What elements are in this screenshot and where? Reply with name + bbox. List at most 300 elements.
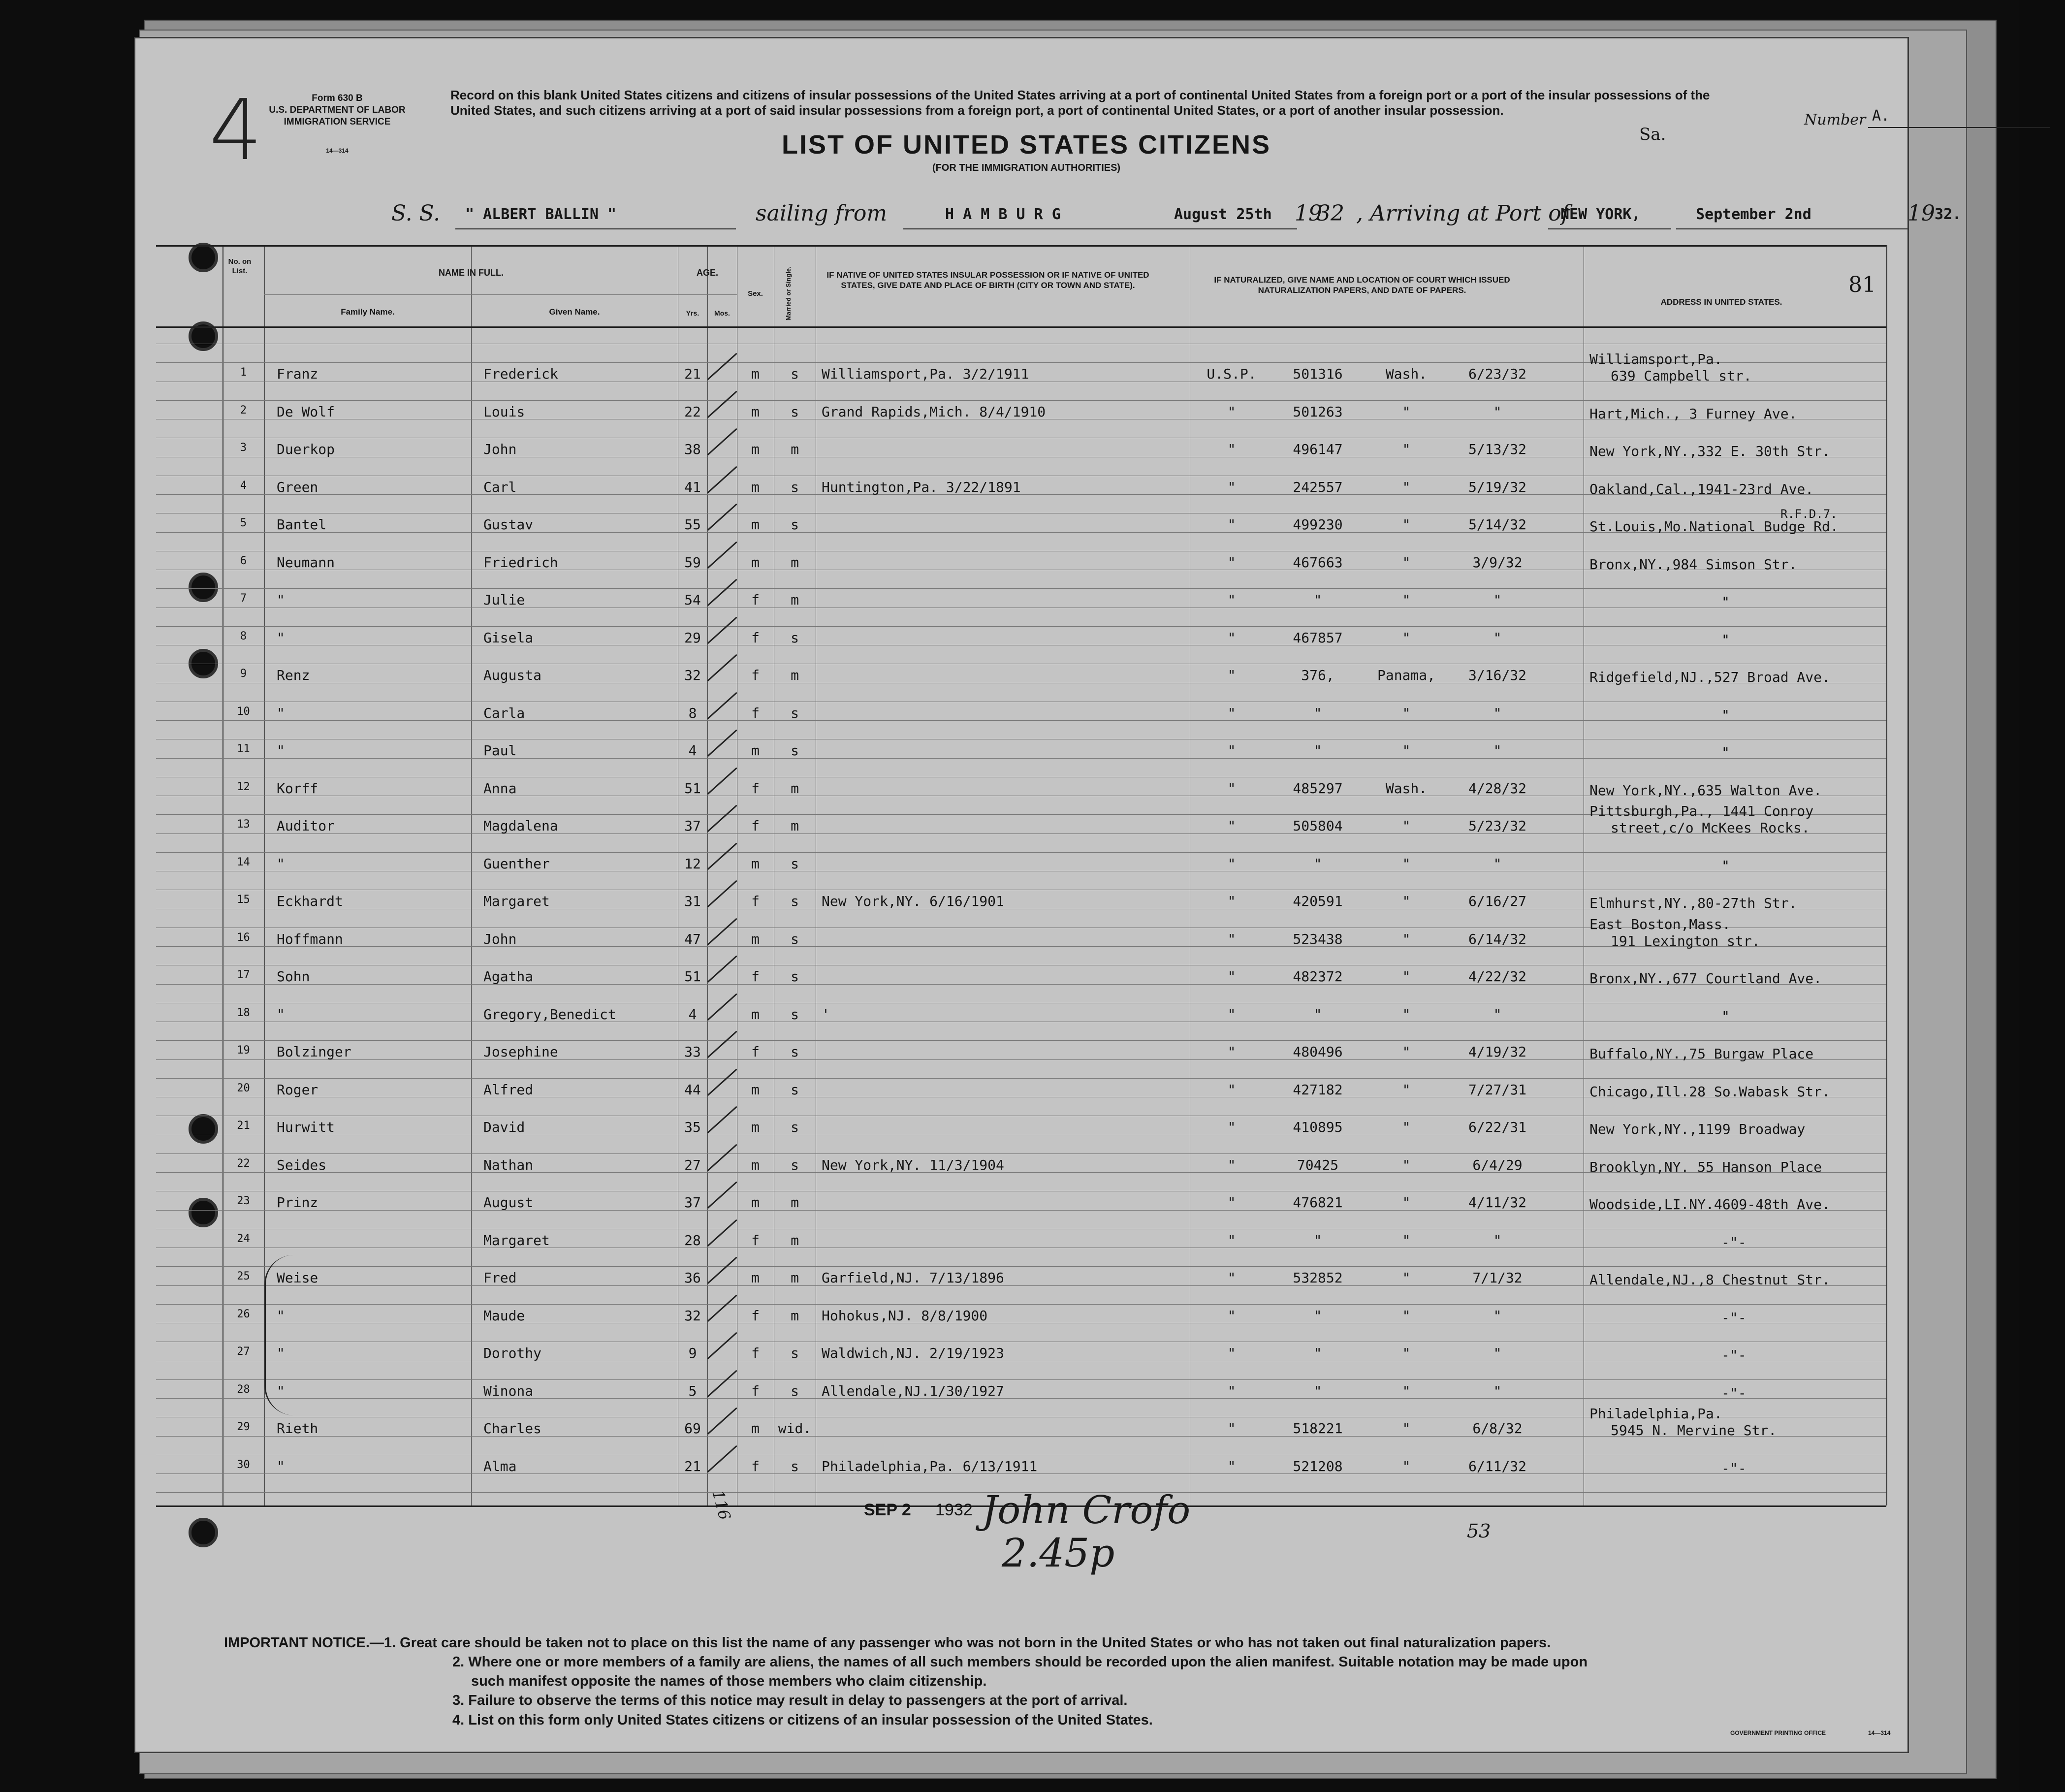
number-underline: [1868, 127, 2050, 128]
cell-nat-loc: ": [1402, 592, 1411, 608]
cell-ms: s: [791, 1458, 799, 1474]
page-subtitle: (FOR THE IMMIGRATION AUTHORITIES): [932, 162, 1121, 173]
cell-no: 22: [237, 1157, 250, 1170]
cell-family: Renz: [277, 667, 310, 683]
departure-year: 32: [1317, 201, 1344, 226]
cell-nat-court: ": [1227, 516, 1236, 533]
cell-age: 35: [684, 1119, 701, 1135]
cell-age: 38: [684, 441, 701, 457]
cell-sex: m: [751, 1156, 760, 1173]
cell-nat-loc: ": [1402, 1194, 1411, 1211]
check-stroke: [707, 956, 737, 983]
cell-sex: f: [751, 1458, 760, 1474]
manifest-sheet: [134, 37, 1962, 1753]
arrival-port-underline: [1548, 228, 1671, 229]
cell-nat-loc: ": [1402, 1119, 1411, 1135]
inspector-signature: John Crofo: [982, 1488, 1191, 1533]
check-stroke: [707, 918, 737, 945]
cell-sex: m: [751, 441, 760, 457]
cell-age: 8: [688, 704, 697, 721]
cell-nat-court: ": [1227, 629, 1236, 646]
cell-no: 10: [237, 705, 250, 718]
cell-family: ": [277, 1382, 285, 1399]
cell-address-line2: -"-: [1721, 1347, 1747, 1363]
notice-item: such manifest opposite the names of those members who claim citizenship.: [471, 1673, 987, 1690]
check-stroke: [707, 1144, 737, 1171]
family-bracket: [264, 1255, 295, 1415]
cell-nat-court: ": [1227, 1044, 1236, 1060]
cell-nat-date: 6/4/29: [1472, 1156, 1523, 1173]
cell-nat-loc: ": [1402, 930, 1411, 947]
cell-nat-date: 6/16/27: [1468, 893, 1526, 909]
cell-no: 15: [237, 894, 250, 906]
cell-no: 8: [240, 630, 247, 642]
handwritten-mark: 4: [209, 82, 263, 179]
departure-port: H A M B U R G: [945, 206, 1061, 223]
cell-nat-loc: ": [1402, 441, 1411, 457]
check-stroke: [707, 1332, 737, 1360]
cell-nat-court: ": [1227, 818, 1236, 834]
cell-nat-court: ": [1227, 1156, 1236, 1173]
header-address: ADDRESS IN UNITED STATES.: [1660, 297, 1782, 307]
cell-family: ": [277, 1006, 285, 1023]
cell-no: 27: [237, 1345, 250, 1358]
cell-address-line1: Philadelphia,Pa.: [1589, 1406, 1722, 1422]
cell-address-line2: Buffalo,NY.,75 Burgaw Place: [1589, 1046, 1814, 1062]
cell-no: 30: [237, 1458, 250, 1471]
ss-label: S. S.: [391, 201, 441, 226]
check-stroke: [707, 1257, 737, 1284]
cell-no: 24: [237, 1232, 250, 1245]
cell-nat-no: ": [1313, 704, 1322, 721]
cell-nat-loc: ": [1402, 818, 1411, 834]
cell-ms: s: [791, 1044, 799, 1060]
cell-address-line2: 639 Campbell str.: [1611, 368, 1752, 384]
cell-ms: m: [791, 818, 799, 834]
cell-family: ": [277, 742, 285, 759]
cell-ms: m: [791, 441, 799, 457]
cell-ms: s: [791, 1081, 799, 1098]
cell-address-line2: ": [1721, 857, 1730, 874]
cell-no: 26: [237, 1308, 250, 1320]
cell-nat-no: 482372: [1293, 968, 1343, 985]
header-bottom-rule: [156, 326, 1886, 328]
cell-address-line2: Allendale,NJ.,8 Chestnut Str.: [1589, 1272, 1830, 1288]
cell-family: Auditor: [277, 818, 335, 834]
cell-sex: f: [751, 968, 760, 985]
cell-age: 36: [684, 1270, 701, 1286]
cell-sex: f: [751, 1345, 760, 1361]
cell-nat-date: 7/27/31: [1468, 1081, 1526, 1098]
cell-birth: New York,NY. 6/16/1901: [822, 893, 1004, 909]
cell-family: Bolzinger: [277, 1044, 351, 1060]
cell-nat-no: ": [1313, 742, 1322, 759]
cell-family: ": [277, 855, 285, 872]
cell-birth: Allendale,NJ.1/30/1927: [822, 1382, 1004, 1399]
arrival-year: 32.: [1935, 206, 1962, 223]
check-stroke: [707, 1294, 737, 1322]
check-stroke: [707, 1182, 737, 1209]
cell-nat-no: 499230: [1293, 516, 1343, 533]
cell-nat-court: ": [1227, 1382, 1236, 1399]
cell-nat-court: ": [1227, 441, 1236, 457]
cell-ms: wid.: [778, 1420, 812, 1437]
cell-nat-court: ": [1227, 1345, 1236, 1361]
cell-no: 12: [237, 780, 250, 793]
cell-address-line1: Williamsport,Pa.: [1589, 351, 1722, 367]
cell-no: 2: [240, 404, 247, 416]
header-given-name: Given Name.: [549, 307, 600, 317]
cell-sex: f: [751, 667, 760, 683]
cell-age: 21: [684, 366, 701, 382]
check-stroke: [707, 353, 737, 381]
check-stroke: [707, 466, 737, 493]
cell-nat-date: 6/23/32: [1468, 366, 1526, 382]
cell-given: Charles: [483, 1420, 542, 1437]
cell-sex: f: [751, 704, 760, 721]
notice-item: 3. Failure to observe the terms of this notice may result in delay to passengers at the port of arrival.: [452, 1693, 1128, 1709]
cell-no: 17: [237, 969, 250, 981]
cell-nat-date: 5/14/32: [1468, 516, 1526, 533]
cell-ms: m: [791, 1194, 799, 1211]
cell-family: Sohn: [277, 968, 310, 985]
cell-sex: m: [751, 1119, 760, 1135]
cell-ms: s: [791, 1345, 799, 1361]
cell-nat-loc: Panama,: [1377, 667, 1435, 683]
cell-age: 33: [684, 1044, 701, 1060]
check-stroke: [707, 1370, 737, 1397]
check-stroke: [707, 579, 737, 607]
cell-nat-no: 501316: [1293, 366, 1343, 382]
cell-sex: f: [751, 1232, 760, 1248]
cell-given: Friedrich: [483, 554, 558, 571]
cell-no: 6: [240, 554, 247, 567]
ruled-line: [156, 1379, 1886, 1380]
handwritten-time: 2.45p: [1002, 1530, 1115, 1576]
cell-nat-date: 3/9/32: [1472, 554, 1523, 571]
cell-ms: m: [791, 1232, 799, 1248]
cell-ms: s: [791, 479, 799, 495]
cell-sex: f: [751, 1307, 760, 1324]
cell-nat-court: ": [1227, 667, 1236, 683]
notice-item: 1. Great care should be taken not to place on this list the name of any passenger who was not born in the United States or who has not taken out final naturalization papers.: [383, 1635, 1551, 1651]
cell-ms: m: [791, 1270, 799, 1286]
cell-sex: f: [751, 893, 760, 909]
cell-sex: f: [751, 1382, 760, 1399]
cell-age: 51: [684, 780, 701, 797]
cell-age: 32: [684, 667, 701, 683]
form-number: Form 630 B: [312, 93, 363, 103]
cell-birth: Waldwich,NJ. 2/19/1923: [822, 1345, 1004, 1361]
check-stroke: [707, 541, 737, 569]
cell-nat-loc: ": [1402, 1156, 1411, 1173]
ruled-line: [156, 1304, 1886, 1305]
cell-nat-no: 496147: [1293, 441, 1343, 457]
cell-nat-court: ": [1227, 968, 1236, 985]
cell-nat-loc: ": [1402, 1081, 1411, 1098]
column-rule: [1886, 245, 1887, 1505]
header-age: AGE.: [696, 268, 718, 278]
check-stroke: [707, 428, 737, 456]
cell-nat-date: 4/28/32: [1468, 780, 1526, 797]
cell-age: 37: [684, 1194, 701, 1211]
cell-given: Dorothy: [483, 1345, 542, 1361]
cell-nat-court: ": [1227, 1270, 1236, 1286]
cell-given: Anna: [483, 780, 517, 797]
cell-no: 9: [240, 668, 247, 680]
cell-given: August: [483, 1194, 534, 1211]
cell-no: 7: [240, 592, 247, 605]
ruled-line: [156, 1153, 1886, 1154]
cell-nat-loc: ": [1402, 554, 1411, 571]
check-stroke: [707, 1445, 737, 1472]
cell-birth: Williamsport,Pa. 3/2/1911: [822, 366, 1029, 382]
cell-age: 37: [684, 818, 701, 834]
check-stroke: [707, 805, 737, 832]
cell-age: 5: [688, 1382, 697, 1399]
cell-nat-court: ": [1227, 704, 1236, 721]
cell-ms: m: [791, 554, 799, 571]
cell-sex: f: [751, 780, 760, 797]
cell-nat-date: 6/8/32: [1472, 1420, 1523, 1437]
cell-given: Margaret: [483, 893, 550, 909]
cell-family: Green: [277, 479, 318, 495]
cell-nat-no: ": [1313, 1307, 1322, 1324]
ruled-line: [156, 400, 1886, 401]
cell-given: Winona: [483, 1382, 534, 1399]
form-instructions: Record on this blank United States citizens and citizens of insular possessions of the United States arriving at a port of continental United States from a foreign port or a port of the insular possessions of the United States, and such citizens arriving at a port of said insular possessions from a foreign port, a port of continental United States, or a port of another insular possession.: [450, 88, 1710, 118]
cell-address-line2: Hart,Mich., 3 Furney Ave.: [1589, 405, 1797, 422]
cell-given: Josephine: [483, 1044, 558, 1060]
cell-no: 23: [237, 1195, 250, 1207]
cell-age: 21: [684, 1458, 701, 1474]
cell-address-line2: -"-: [1721, 1234, 1747, 1250]
cell-nat-date: ": [1493, 742, 1502, 759]
cell-no: 21: [237, 1120, 250, 1132]
cell-family: ": [277, 592, 285, 608]
cell-nat-loc: ": [1402, 1458, 1411, 1474]
cell-address-line2: New York,NY.,635 Walton Ave.: [1589, 782, 1822, 799]
check-stroke: [707, 692, 737, 719]
cell-address-line2: Brooklyn,NY. 55 Hanson Place: [1589, 1158, 1822, 1175]
cell-address-line2: ": [1721, 706, 1730, 723]
cell-given: Nathan: [483, 1156, 534, 1173]
cell-family: Duerkop: [277, 441, 335, 457]
cell-nat-court: ": [1227, 1307, 1236, 1324]
cell-given: David: [483, 1119, 525, 1135]
cell-family: Seides: [277, 1156, 327, 1173]
cell-nat-no: 242557: [1293, 479, 1343, 495]
cell-nat-court: ": [1227, 1119, 1236, 1135]
ruled-line: [156, 1266, 1886, 1267]
header-sex: Sex.: [748, 289, 763, 298]
cell-given: Alfred: [483, 1081, 534, 1098]
ruled-line: [156, 1040, 1886, 1041]
cell-given: Gregory,Benedict: [483, 1006, 616, 1023]
cell-given: Maude: [483, 1307, 525, 1324]
cell-given: Fred: [483, 1270, 517, 1286]
cell-age: 29: [684, 629, 701, 646]
cell-no: 13: [237, 818, 250, 831]
cell-nat-loc: ": [1402, 1270, 1411, 1286]
cell-nat-date: 6/14/32: [1468, 930, 1526, 947]
cell-sex: m: [751, 930, 760, 947]
column-rule: [707, 245, 708, 1505]
cell-nat-no: 518221: [1293, 1420, 1343, 1437]
cell-no: 3: [240, 442, 247, 454]
cell-nat-no: 532852: [1293, 1270, 1343, 1286]
cell-nat-no: 410895: [1293, 1119, 1343, 1135]
cell-nat-court: ": [1227, 855, 1236, 872]
arrival-date: September 2nd: [1696, 206, 1811, 223]
cell-family: Neumann: [277, 554, 335, 571]
cell-no: 25: [237, 1270, 250, 1282]
cell-family: Korff: [277, 780, 318, 797]
cell-family: ": [277, 629, 285, 646]
cell-nat-date: 5/19/32: [1468, 479, 1526, 495]
cell-nat-no: 480496: [1293, 1044, 1343, 1060]
cell-nat-no: ": [1313, 1232, 1322, 1248]
cell-no: 4: [240, 479, 247, 492]
cell-nat-no: ": [1313, 1006, 1322, 1023]
number-value: A.: [1872, 107, 1890, 125]
cell-birth: Grand Rapids,Mich. 8/4/1910: [822, 403, 1046, 420]
cell-sex: m: [751, 554, 760, 571]
cell-nat-loc: ": [1402, 742, 1411, 759]
cell-sex: m: [751, 855, 760, 872]
cell-nat-court: ": [1227, 742, 1236, 759]
cell-address-line2: -"-: [1721, 1384, 1747, 1401]
voyage-line: [391, 201, 2065, 235]
cell-family: Hoffmann: [277, 930, 343, 947]
check-stroke: [707, 842, 737, 870]
cell-address-line2: Ridgefield,NJ.,527 Broad Ave.: [1589, 669, 1830, 685]
cell-nat-date: ": [1493, 1382, 1502, 1399]
cell-age: 69: [684, 1420, 701, 1437]
column-rule: [471, 245, 472, 1505]
date-stamp-year: 1932: [935, 1501, 973, 1519]
table-top-rule: [156, 245, 1886, 247]
cell-age: 41: [684, 479, 701, 495]
cell-nat-no: 523438: [1293, 930, 1343, 947]
number-label: Number: [1804, 111, 1866, 128]
cell-nat-no: 467663: [1293, 554, 1343, 571]
cell-ms: s: [791, 366, 799, 382]
cell-nat-court: ": [1227, 780, 1236, 797]
cell-age: 51: [684, 968, 701, 985]
cell-age: 4: [688, 1006, 697, 1023]
cell-address-line2: St.Louis,Mo.National Budge Rd.: [1589, 518, 1839, 535]
cell-nat-date: ": [1493, 1345, 1502, 1361]
cell-age: 12: [684, 855, 701, 872]
header-no: No. on List.: [228, 257, 252, 275]
check-stroke: [707, 1408, 737, 1435]
cell-nat-loc: ": [1402, 704, 1411, 721]
cell-age: 54: [684, 592, 701, 608]
cell-ms: s: [791, 1006, 799, 1023]
header-married-single: Married or Single.: [784, 266, 792, 321]
cell-nat-no: ": [1313, 1382, 1322, 1399]
cell-nat-loc: ": [1402, 855, 1411, 872]
cell-given: Alma: [483, 1458, 517, 1474]
cell-given: Gisela: [483, 629, 534, 646]
arrival-date-underline: [1676, 228, 1907, 229]
cell-given: Augusta: [483, 667, 542, 683]
cell-address-line2: ": [1721, 1008, 1730, 1024]
cell-nat-date: 4/11/32: [1468, 1194, 1526, 1211]
cell-nat-date: 3/16/32: [1468, 667, 1526, 683]
cell-address-line1: R.F.D.7.: [1780, 507, 1838, 521]
cell-birth: Philadelphia,Pa. 6/13/1911: [822, 1458, 1038, 1474]
check-stroke: [707, 504, 737, 531]
cell-ms: s: [791, 1119, 799, 1135]
cell-family: ": [277, 704, 285, 721]
cell-sex: m: [751, 1270, 760, 1286]
cell-nat-loc: ": [1402, 1006, 1411, 1023]
cell-sex: f: [751, 629, 760, 646]
cell-nat-loc: ": [1402, 968, 1411, 985]
cell-address-line2: -"-: [1721, 1309, 1747, 1326]
ruled-line: [156, 626, 1886, 627]
cell-given: Julie: [483, 592, 525, 608]
cell-nat-court: ": [1227, 403, 1236, 420]
printer-imprint: GOVERNMENT PRINTING OFFICE: [1730, 1729, 1826, 1736]
cell-given: Gustav: [483, 516, 534, 533]
cell-nat-no: 427182: [1293, 1081, 1343, 1098]
cell-sex: m: [751, 366, 760, 382]
header-native-birth: IF NATIVE OF UNITED STATES INSULAR POSSESSION OR IF NATIVE OF UNITED STATES, GIVE DATE AND PLACE OF BIRTH (CITY OR TOWN AND STATE).: [826, 270, 1149, 290]
cell-age: 55: [684, 516, 701, 533]
cell-no: 18: [237, 1006, 250, 1019]
cell-ms: m: [791, 592, 799, 608]
cell-age: 27: [684, 1156, 701, 1173]
check-stroke: [707, 1219, 737, 1247]
cell-nat-date: 4/22/32: [1468, 968, 1526, 985]
cell-ms: s: [791, 1156, 799, 1173]
cell-no: 14: [237, 856, 250, 868]
cell-nat-court: U.S.P.: [1207, 366, 1257, 382]
cell-ms: s: [791, 1382, 799, 1399]
cell-age: 47: [684, 930, 701, 947]
page-title: LIST OF UNITED STATES CITIZENS: [782, 130, 1271, 160]
year-prefix: 19: [1295, 201, 1322, 226]
cell-nat-date: ": [1493, 403, 1502, 420]
cell-sex: m: [751, 479, 760, 495]
cell-nat-loc: ": [1402, 403, 1411, 420]
cell-nat-court: ": [1227, 1081, 1236, 1098]
cell-nat-loc: Wash.: [1385, 780, 1428, 797]
ship-name: " ALBERT BALLIN ": [465, 206, 617, 223]
header-family-name: Family Name.: [341, 307, 395, 317]
cell-birth: Hohokus,NJ. 8/8/1900: [822, 1307, 988, 1324]
header-name-in-full: NAME IN FULL.: [439, 268, 504, 278]
cell-ms: m: [791, 667, 799, 683]
cell-ms: s: [791, 893, 799, 909]
cell-nat-court: ": [1227, 893, 1236, 909]
cell-nat-no: 467857: [1293, 629, 1343, 646]
cell-nat-date: ": [1493, 704, 1502, 721]
arrival-port: NEW YORK,: [1560, 206, 1641, 223]
departure-date: August 25th: [1174, 206, 1272, 223]
cell-address-line2: 5945 N. Mervine Str.: [1611, 1422, 1777, 1439]
passenger-table: [156, 245, 1886, 1565]
cell-age: 22: [684, 403, 701, 420]
cell-nat-no: 521208: [1293, 1458, 1343, 1474]
cell-given: Magdalena: [483, 818, 558, 834]
cell-ms: s: [791, 403, 799, 420]
cell-nat-no: 420591: [1293, 893, 1343, 909]
cell-nat-loc: Wash.: [1385, 366, 1428, 382]
